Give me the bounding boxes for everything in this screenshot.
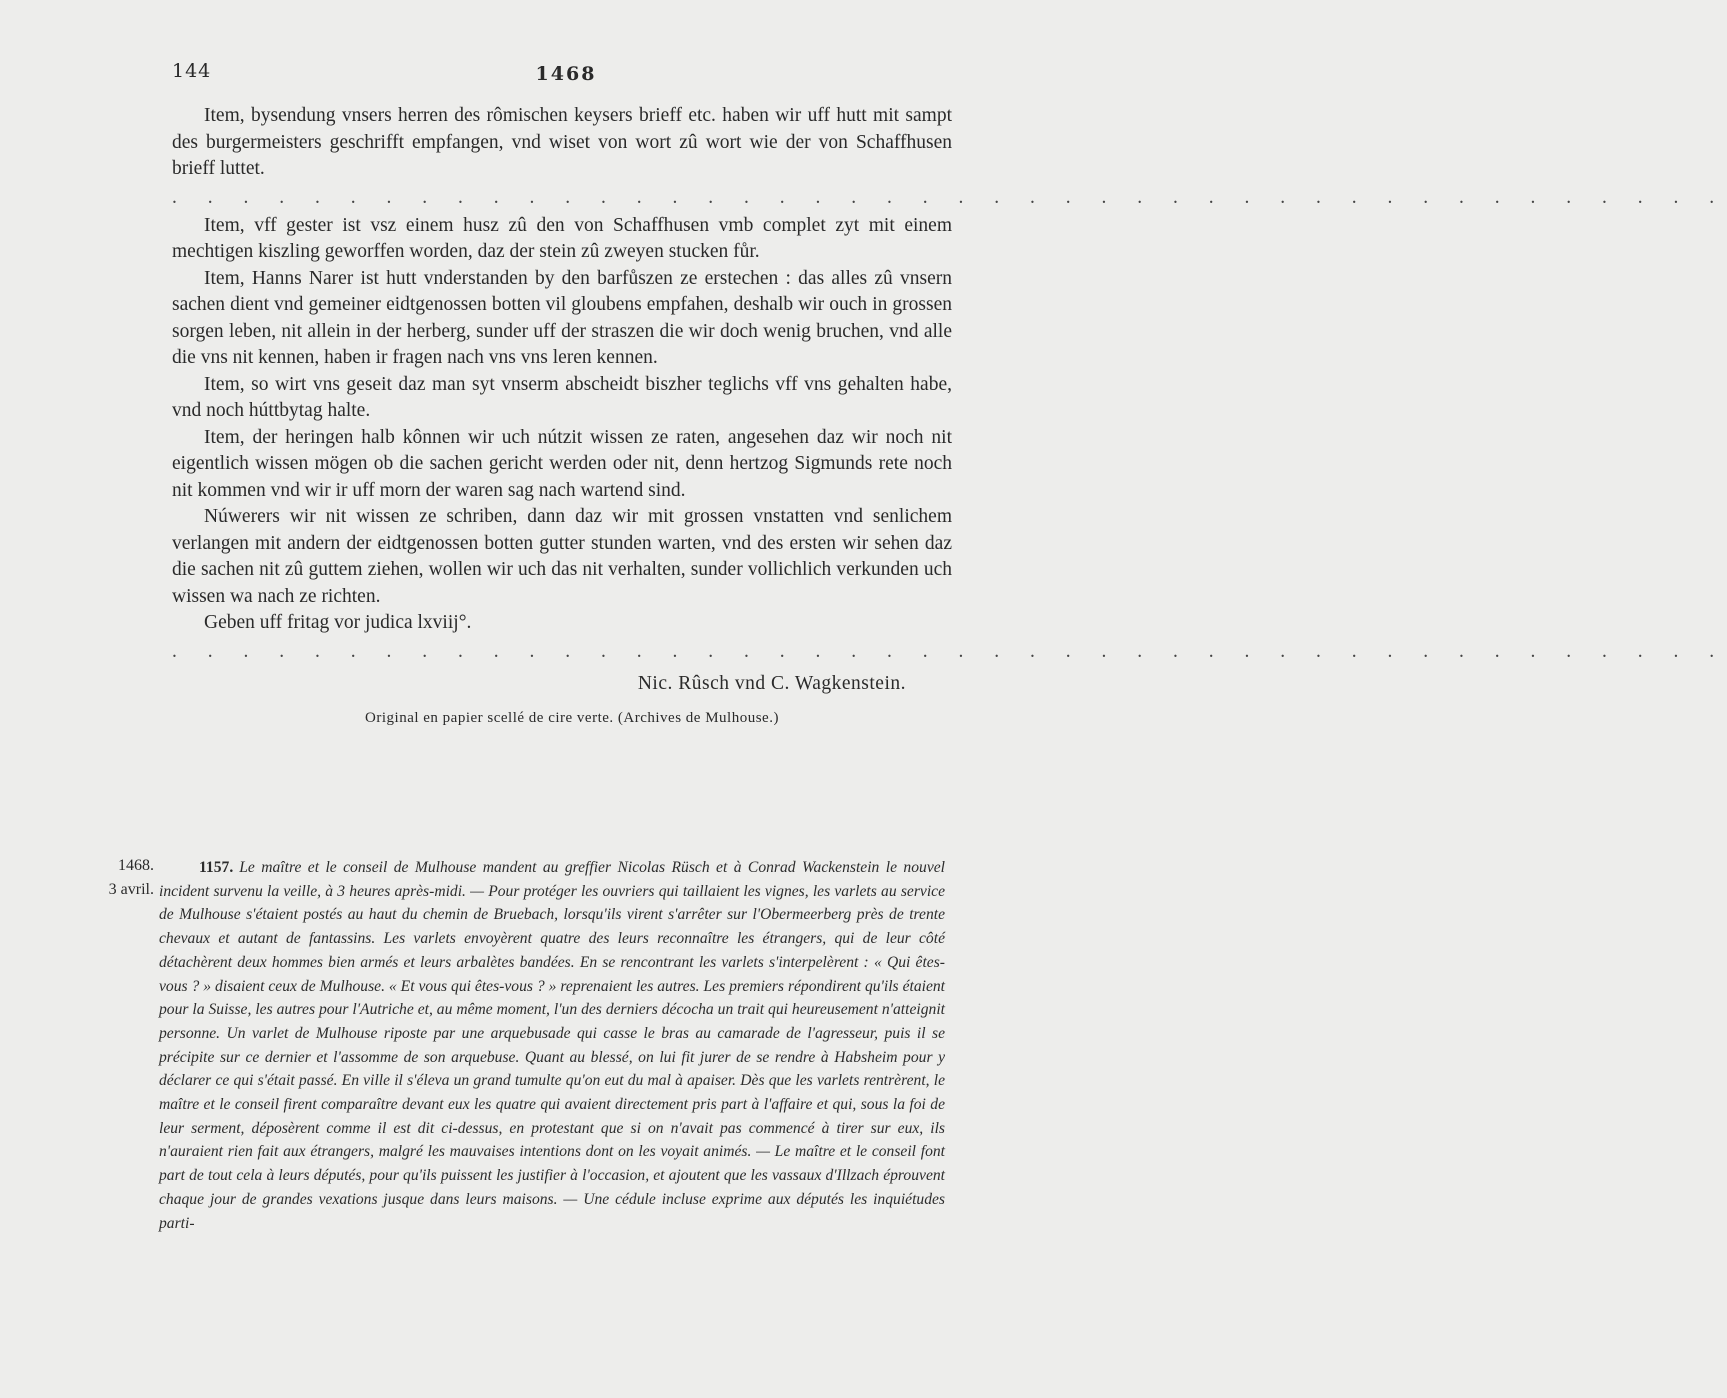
margin-year: 1468. [118, 857, 154, 874]
letter-paragraph: Item, bysendung vnsers herren des rômischen keysers brieff etc. haben wir uff hutt mit sampt des burgermeisters geschrifft empfangen, vnd wiset von wort zû wort wie der von Schaffhusen brieff luttet. [172, 105, 952, 179]
running-title: 1468 [535, 63, 597, 85]
ellipsis-divider: . . . . . . . . . . . . . . . . . . . . . . . . . . . . . . . . . . . . . . . . . . . . [172, 186, 1727, 208]
signature: Nic. Rûsch vnd C. Wagkenstein. [637, 672, 906, 694]
page-number: 144 [172, 60, 212, 82]
letter-paragraph: Item, der heringen halb kônnen wir uch nútzit wissen ze raten, angesehen daz wir noch nit eigentlich wissen mögen ob die sachen gericht werden oder nit, denn hertzog Sigmunds rete noch nit kommen vnd wir ir uff morn der waren sag nach wartend sind. [172, 426, 952, 501]
margin-date [84, 854, 154, 902]
letter-paragraph: Item, so wirt vns geseit daz man syt vnserm abscheidt biszher teglichs vff vns gehalten habe, vnd noch húttbytag halte. [172, 373, 952, 421]
entry-text: Le maître et le conseil de Mulhouse mandent au greffier Nicolas Rüsch et à Conrad Wackenstein le nouvel incident survenu la veille, à 3 heures après-midi. — Pour protéger les ouvriers qui taillaient les vignes, les varlets au service de Mulhouse s'étaient postés au haut du chemin de Bruebach, lorsqu'ils virent s'arrêter sur l'Obermeerberg près de trente chevaux et autant de fantassins. Les varlets envoyèrent quatre des leurs reconnaître les étrangers, qui de leur côté détachèrent deux hommes bien armés et leurs arbalètes bandées. En se rencontrant les varlets s'interpelèrent : « Qui êtes-vous ? » disaient ceux de Mulhouse. « Et vous qui êtes-vous ? » reprenaient les autres. Les premiers répondirent qu'ils étaient pour la Suisse, les autres pour l'Autriche et, au même moment, l'un des derniers décocha un trait qui heureusement n'atteignit personne. Un varlet de Mulhouse riposte par une arquebusade qui casse le bras au camarade de l'agresseur, puis il se précipite sur ce dernier et l'assomme de son arquebuse. Quant au blessé, on lui fit jurer de se rendre à Habsheim pour y déclarer ce qui s'était passé. En ville il s'éleva un grand tumulte qu'on eut du mal à apaiser. Dès que les varlets rentrèrent, le maître et le conseil firent comparaître devant eux les quatre qui avaient directement pris part à l'affaire et qui, sous la foi de leur serment, déposèrent comme il est dit ci-dessus, en protestant que si on n'avait pas commencé à tirer sur eux, ils n'auraient rien fait aux étrangers, malgré les mauvaises intentions dont on les voyait animés. — Le maître et le conseil font part de tout cela à leurs députés, pour qu'ils puissent les justifier à l'occasion, et ajoutent que les vassaux d'Illzach éprouvent chaque jour de grandes vexations jusque dans leurs maisons. — Une cédule incluse exprime aux députés les inquiétudes parti- [159, 859, 945, 1232]
ellipsis-divider: . . . . . . . . . . . . . . . . . . . . . . . . . . . . . . . . . . . . . . . . . . . . [172, 640, 1727, 662]
entry-number: 1157. [199, 859, 234, 876]
letter-paragraph: Núwerers wir nit wissen ze schriben, dann daz wir mit grossen vnstatten vnd senlichem verlangen mit andern der eidtgenossen botten gutter stunden warten, vnd des ersten wir sehen daz die sachen nit zû guttem ziehen, wollen wir uch das nit verhalten, sunder vollichlich verkunden uch wissen wa nach ze richten. [172, 506, 952, 607]
letter-body [172, 103, 1727, 732]
letter-paragraph: Item, Hanns Narer ist hutt vnderstanden by den barfůszen ze erstechen : das alles zû vnsern sachen dient vnd gemeiner eidtgenossen botten vil gloubens empfahen, deshalb wir ouch in grossen sorgen leben, nit allein in der herberg, sunder uff der straszen die wir doch wenig bruchen, vnd alle die vns nit kennen, haben ir fragen nach vns vns leren kennen. [172, 267, 952, 368]
letter-paragraph: Item, vff gester ist vsz einem husz zû den von Schaffhusen vmb complet zyt mit einem mechtigen kiszling geworffen worden, daz der stein zû zweyen stucken fůr. [172, 214, 952, 262]
archive-note: Original en papier scellé de cire verte. (Archives de Mulhouse.) [365, 710, 779, 726]
regest-entry [159, 856, 945, 1235]
letter-paragraph: Geben uff fritag vor judica lxviij°. [204, 612, 472, 633]
margin-day: 3 avril. [108, 881, 154, 898]
